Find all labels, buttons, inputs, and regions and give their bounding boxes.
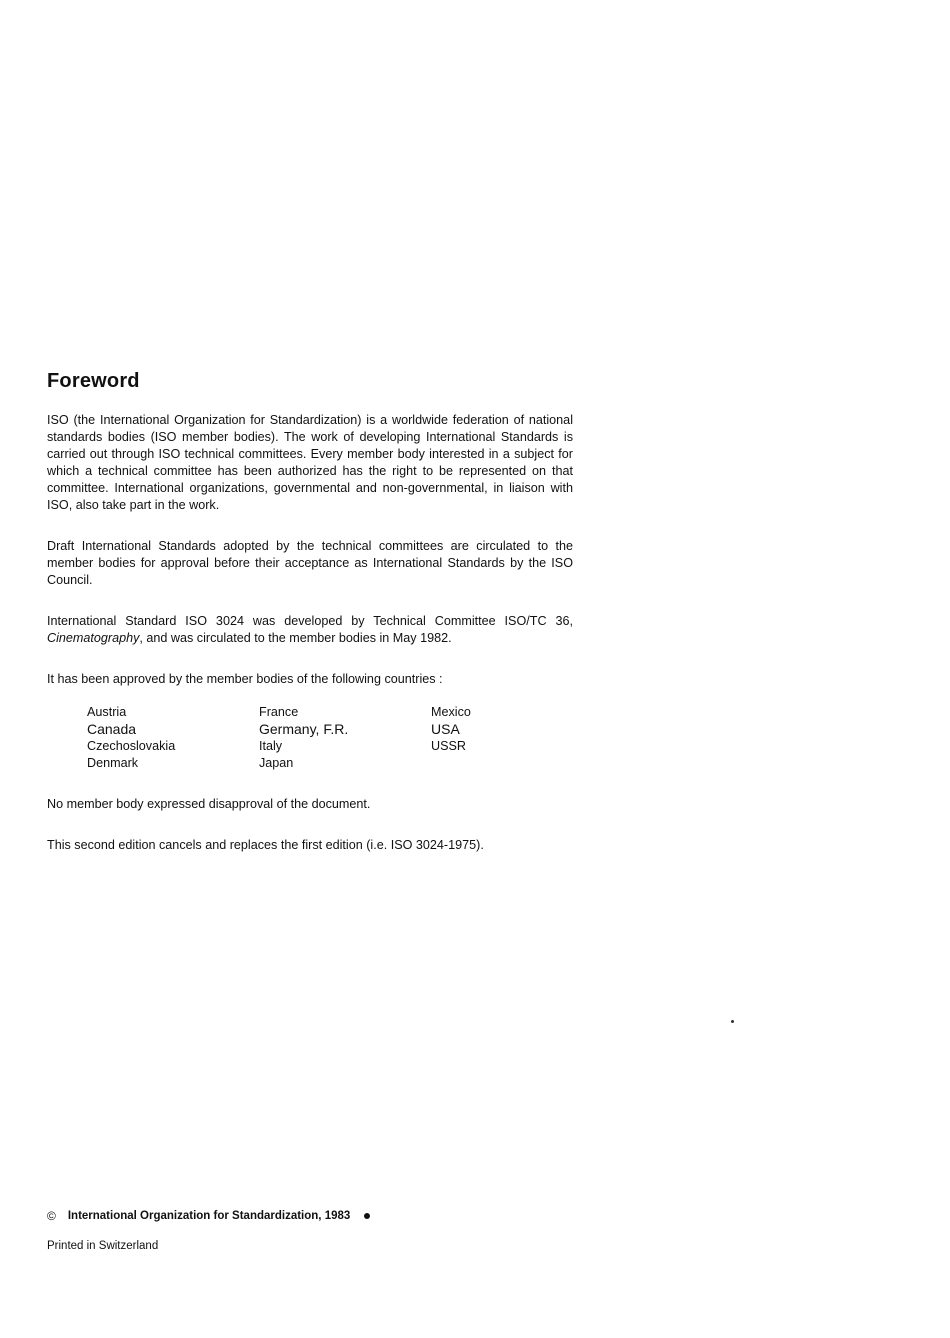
country-item: Czechoslovakia [87, 739, 176, 753]
country-list [87, 704, 531, 772]
paragraph-development-text-b: , and was circulated to the member bodies in May 1982. [139, 631, 452, 645]
paragraph-edition-note: This second edition cancels and replaces the first edition (i.e. ISO 3024-1975). [47, 838, 484, 852]
country-item: Italy [259, 739, 283, 753]
paragraph-iso-intro: ISO (the International Organization for Standardization) is a worldwide federation of national standards bodies (ISO member bodies). The work of developing International Standards is carried out through ISO technical committees. Every member body interested in a subject for which a technical committee has been authorized has the right to be represented on that committee. International organizations, governmental and non-governmental, in liaison with ISO, also take part in the work. [47, 413, 573, 512]
country-item: Austria [87, 705, 127, 719]
committee-name-italic: Cinematography [47, 631, 140, 645]
paragraph-no-disapproval: No member body expressed disapproval of the document. [47, 797, 371, 811]
country-column-1 [87, 704, 259, 772]
country-column-2 [259, 704, 431, 772]
printed-in-label: Printed in Switzerland [47, 1240, 159, 1252]
paragraph-development [47, 613, 573, 647]
paragraph-approval: It has been approved by the member bodies of the following countries : [47, 672, 443, 686]
print-speck [731, 1020, 734, 1023]
country-item: Japan [259, 756, 294, 770]
page-title: Foreword [47, 370, 140, 392]
country-item: Denmark [87, 756, 139, 770]
paragraph-draft-standards: Draft International Standards adopted by the technical committees are circulated to the member bodies for approval before their acceptance as International Standards by the ISO Council. [47, 539, 573, 587]
bullet-dot-icon [364, 1213, 370, 1219]
country-item: Mexico [431, 705, 471, 719]
copyright-text: International Organization for Standardization, 1983 [67, 1210, 351, 1222]
country-item: USSR [431, 739, 466, 753]
copyright-line [47, 1209, 370, 1223]
country-item: Canada [87, 721, 137, 737]
country-column-3 [431, 704, 531, 772]
country-item: USA [431, 721, 460, 737]
copyright-icon: © [47, 1209, 56, 1223]
paragraph-development-text-a: International Standard ISO 3024 was developed by Technical Committee ISO/TC 36, [47, 614, 573, 628]
country-item: Germany, F.R. [259, 721, 349, 737]
country-item: France [259, 705, 299, 719]
